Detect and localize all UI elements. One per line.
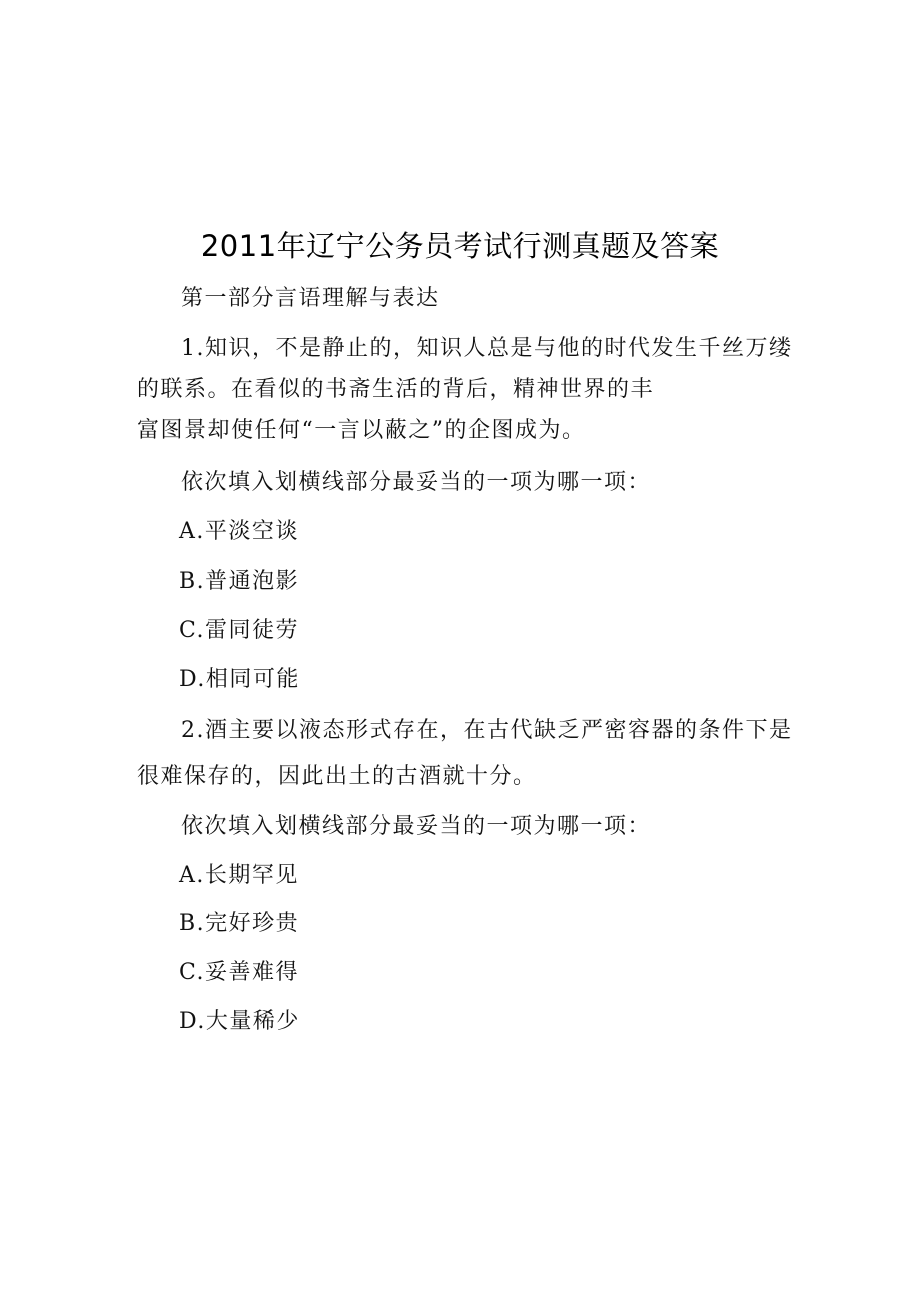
- question-1-line-3: 富图景却使任何“一言以蔽之”的企图成为。: [137, 418, 586, 443]
- question-1-line-2: 的联系。在看似的书斋生活的背后，精神世界的丰: [137, 377, 655, 402]
- document-title: 2011年辽宁公务员考试行测真题及答案: [200, 229, 720, 263]
- question-1-option-d: D.相同可能: [179, 667, 300, 692]
- question-2-option-b: B.完好珍贵: [179, 911, 300, 936]
- question-1-option-b: B.普通泡影: [179, 569, 300, 594]
- question-2-prompt: 依次填入划横线部分最妥当的一项为哪一项：: [181, 814, 652, 839]
- question-1-prompt: 依次填入划横线部分最妥当的一项为哪一项：: [181, 470, 652, 495]
- question-1-option-a: A.平淡空谈: [179, 519, 299, 544]
- question-2-option-d: D.大量稀少: [179, 1009, 300, 1034]
- question-1-line-1: 1.知识，不是静止的，知识人总是与他的时代发生千丝万缕: [181, 336, 793, 361]
- question-2-option-c: C.妥善难得: [179, 960, 300, 985]
- section-heading: 第一部分言语理解与表达: [181, 286, 440, 311]
- question-1-option-c: C.雷同徒劳: [179, 618, 300, 643]
- question-2-line-2: 很难保存的，因此出土的古酒就十分。: [137, 764, 537, 789]
- question-2-option-a: A.长期罕见: [179, 863, 299, 888]
- question-2-line-1: 2.酒主要以液态形式存在，在古代缺乏严密容器的条件下是: [181, 718, 793, 743]
